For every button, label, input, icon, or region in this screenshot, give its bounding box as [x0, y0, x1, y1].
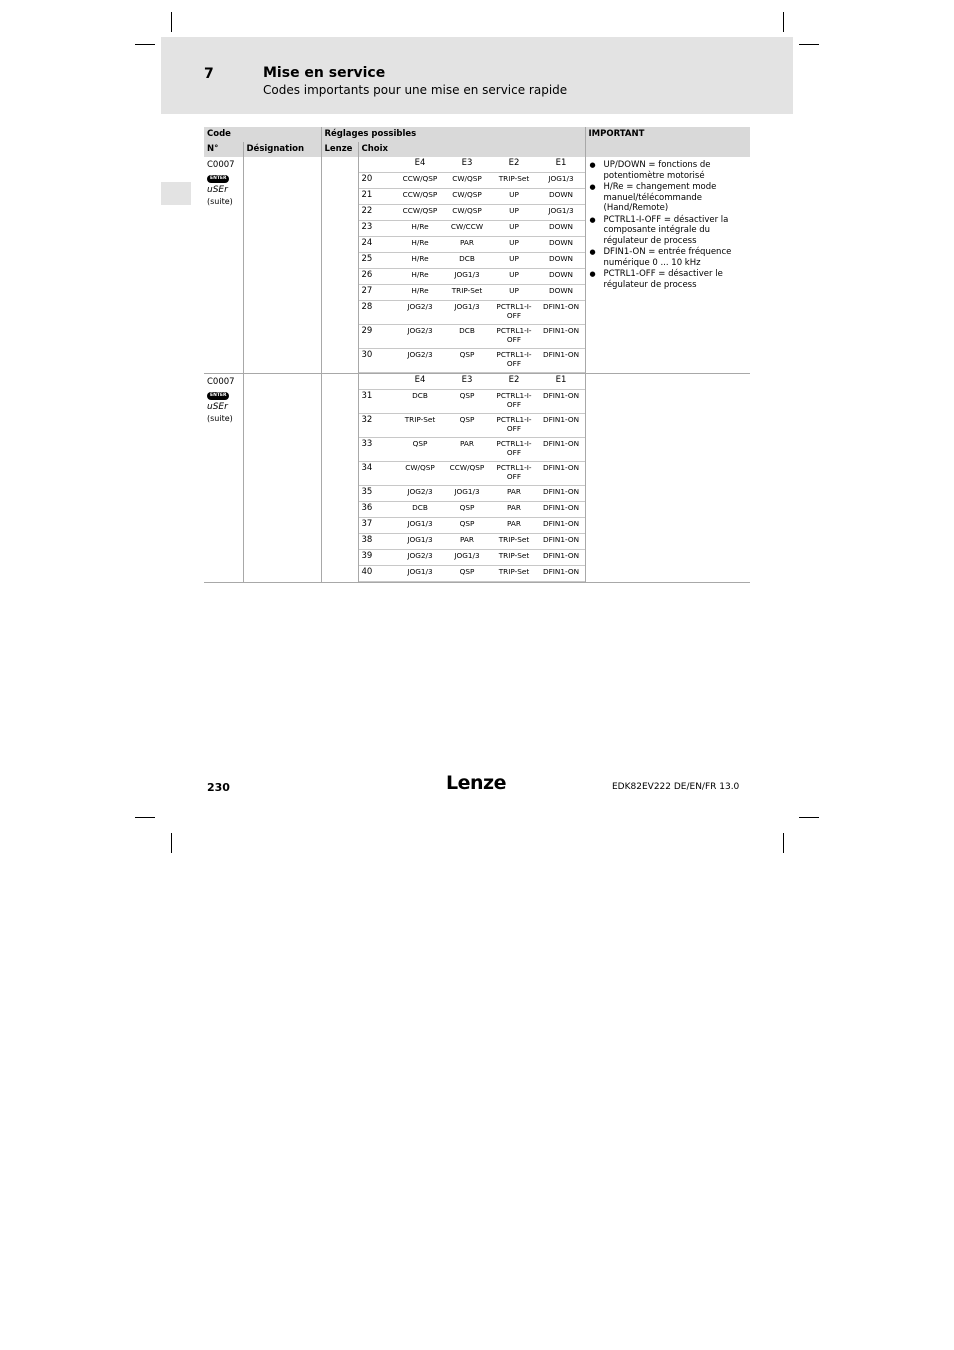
column-e1: E1: [538, 157, 585, 173]
choice-number: 37: [359, 518, 397, 534]
table-row: [359, 566, 585, 582]
choice-number: 32: [359, 414, 397, 438]
header-lenze: Lenze: [321, 142, 358, 157]
enter-key-icon: ENTER: [207, 392, 229, 400]
choice-value: PCTRL1-I-OFF: [491, 414, 538, 438]
column-e3: E3: [444, 157, 491, 173]
table-row: [359, 518, 585, 534]
user-menu-label: uSEr: [207, 185, 228, 195]
choice-value: CW/QSP: [444, 205, 491, 221]
table-row: [359, 221, 585, 237]
choice-value: UP: [491, 237, 538, 253]
choice-value: PCTRL1-I-OFF: [491, 462, 538, 486]
choice-value: DOWN: [538, 237, 585, 253]
choice-value: TRIP-Set: [444, 285, 491, 301]
table-row: [359, 486, 585, 502]
choice-value: DFIN1-ON: [538, 438, 585, 462]
choice-value: JOG2/3: [397, 550, 444, 566]
choice-value: UP: [491, 205, 538, 221]
choice-value: DFIN1-ON: [538, 502, 585, 518]
table-row: [359, 325, 585, 349]
choice-value: DCB: [444, 253, 491, 269]
lenze-logo: Lenze: [446, 772, 506, 794]
crop-mark: [171, 12, 172, 32]
choice-value: UP: [491, 189, 538, 205]
table-row: [359, 534, 585, 550]
choice-value: DOWN: [538, 189, 585, 205]
choice-value: DOWN: [538, 285, 585, 301]
choice-value: DOWN: [538, 269, 585, 285]
important-note: ● DFIN1-ON = entrée fréquence numérique 0 ... 10 kHz: [604, 247, 747, 268]
choice-value: JOG1/3: [444, 550, 491, 566]
choice-value: TRIP-Set: [491, 566, 538, 582]
document-reference: EDK82EV222 DE/EN/FR 13.0: [612, 782, 740, 792]
choice-value: H/Re: [397, 269, 444, 285]
code-number: C0007: [207, 377, 235, 387]
choice-value: DFIN1-ON: [538, 566, 585, 582]
choice-value: H/Re: [397, 253, 444, 269]
choice-value: DFIN1-ON: [538, 486, 585, 502]
choice-value: QSP: [397, 438, 444, 462]
column-e4: E4: [397, 374, 444, 390]
column-e2: E2: [491, 157, 538, 173]
choice-value: CW/CCW: [444, 221, 491, 237]
choice-value: CW/QSP: [397, 462, 444, 486]
table-row: [359, 502, 585, 518]
choice-number: 21: [359, 189, 397, 205]
header-reglages: Réglages possibles: [321, 127, 585, 142]
choice-value: DFIN1-ON: [538, 550, 585, 566]
choice-value: PAR: [491, 518, 538, 534]
lenze-cell: [321, 157, 358, 374]
header-no: N°: [204, 142, 243, 157]
choice-value: JOG1/3: [397, 566, 444, 582]
chapter-title: Mise en service: [263, 65, 386, 81]
choice-value: TRIP-Set: [491, 173, 538, 189]
choice-number: 22: [359, 205, 397, 221]
choice-value: CW/QSP: [444, 173, 491, 189]
choice-number: 33: [359, 438, 397, 462]
choice-number: 35: [359, 486, 397, 502]
suite-label: (suite): [207, 197, 233, 206]
crop-mark: [799, 44, 819, 45]
choice-value: DCB: [444, 325, 491, 349]
choice-number: 36: [359, 502, 397, 518]
chapter-number: 7: [204, 66, 214, 82]
crop-mark: [135, 44, 155, 45]
designation-cell: [243, 374, 321, 583]
choix-table: [359, 374, 585, 582]
choice-value: PCTRL1-I-OFF: [491, 438, 538, 462]
choice-value: DCB: [397, 502, 444, 518]
column-e3: E3: [444, 374, 491, 390]
choice-value: DFIN1-ON: [538, 325, 585, 349]
choice-number: 27: [359, 285, 397, 301]
table-row: [359, 301, 585, 325]
codes-table: [204, 127, 750, 583]
suite-label: (suite): [207, 414, 233, 423]
choix-column-headers: [359, 157, 585, 173]
choice-value: PAR: [491, 502, 538, 518]
chapter-subtitle: Codes importants pour une mise en service rapide: [263, 83, 568, 97]
header-choix: Choix: [358, 142, 585, 157]
important-note: ● PCTRL1-I-OFF = désactiver la composante intégrale du régulateur de process: [604, 215, 747, 247]
choice-value: UP: [491, 253, 538, 269]
header-code: Code: [204, 127, 321, 142]
choice-value: QSP: [444, 566, 491, 582]
choice-value: CCW/QSP: [397, 205, 444, 221]
choice-value: JOG1/3: [397, 534, 444, 550]
choice-number: 20: [359, 173, 397, 189]
choice-value: PCTRL1-I-OFF: [491, 301, 538, 325]
choice-number: 26: [359, 269, 397, 285]
choice-value: PCTRL1-I-OFF: [491, 390, 538, 414]
choice-number: 23: [359, 221, 397, 237]
choix-cell: [358, 374, 585, 583]
choice-value: TRIP-Set: [491, 534, 538, 550]
choice-number: 29: [359, 325, 397, 349]
important-cell: [585, 157, 750, 374]
choice-value: DCB: [397, 390, 444, 414]
choice-value: JOG1/3: [444, 301, 491, 325]
table-row: [359, 189, 585, 205]
choice-value: DFIN1-ON: [538, 518, 585, 534]
choix-table: [359, 157, 585, 373]
column-e2: E2: [491, 374, 538, 390]
choice-number: 24: [359, 237, 397, 253]
choice-number: 31: [359, 390, 397, 414]
header-band: [161, 37, 793, 114]
choice-value: PAR: [444, 534, 491, 550]
choice-value: TRIP-Set: [491, 550, 538, 566]
code-cell: [204, 157, 243, 374]
choice-value: PCTRL1-I-OFF: [491, 349, 538, 373]
choice-value: QSP: [444, 414, 491, 438]
crop-mark: [783, 12, 784, 32]
crop-mark: [799, 817, 819, 818]
choice-value: QSP: [444, 518, 491, 534]
table-row: [359, 438, 585, 462]
important-note: ● PCTRL1-OFF = désactiver le régulateur de process: [604, 269, 747, 290]
choice-value: DOWN: [538, 221, 585, 237]
choice-value: DFIN1-ON: [538, 301, 585, 325]
choice-value: CCW/QSP: [397, 173, 444, 189]
code-block: [204, 374, 750, 583]
choice-value: PAR: [491, 486, 538, 502]
choice-value: JOG1/3: [538, 173, 585, 189]
table-row: [359, 269, 585, 285]
choice-value: QSP: [444, 502, 491, 518]
choice-value: JOG1/3: [444, 486, 491, 502]
choice-value: JOG2/3: [397, 325, 444, 349]
choice-value: PAR: [444, 237, 491, 253]
page-number: 230: [207, 781, 230, 794]
crop-mark: [783, 833, 784, 853]
choice-value: DFIN1-ON: [538, 534, 585, 550]
choice-value: PAR: [444, 438, 491, 462]
choice-value: JOG2/3: [397, 349, 444, 373]
column-e4: E4: [397, 157, 444, 173]
choice-value: JOG1/3: [538, 205, 585, 221]
choice-number: 38: [359, 534, 397, 550]
user-menu-label: uSEr: [207, 402, 228, 412]
choice-value: CCW/QSP: [397, 189, 444, 205]
crop-mark: [135, 817, 155, 818]
code-number: C0007: [207, 160, 235, 170]
table-row: [359, 550, 585, 566]
choice-number: 40: [359, 566, 397, 582]
header-important: IMPORTANT: [585, 127, 750, 157]
choice-value: CW/QSP: [444, 189, 491, 205]
choice-value: JOG2/3: [397, 301, 444, 325]
enter-key-icon: ENTER: [207, 175, 229, 183]
choice-value: DFIN1-ON: [538, 462, 585, 486]
choice-number: 25: [359, 253, 397, 269]
choice-value: QSP: [444, 390, 491, 414]
table-row: [359, 462, 585, 486]
choice-value: JOG1/3: [397, 518, 444, 534]
code-cell: [204, 374, 243, 583]
important-cell-empty: [585, 374, 750, 583]
choice-number: 39: [359, 550, 397, 566]
important-note: ● UP/DOWN = fonctions de potentiomètre motorisé: [604, 160, 747, 181]
choice-value: H/Re: [397, 221, 444, 237]
choice-value: QSP: [444, 349, 491, 373]
choice-value: DFIN1-ON: [538, 390, 585, 414]
crop-mark: [171, 833, 172, 853]
choice-value: UP: [491, 269, 538, 285]
choice-value: UP: [491, 285, 538, 301]
table-row: [359, 349, 585, 373]
choice-value: H/Re: [397, 285, 444, 301]
column-e1: E1: [538, 374, 585, 390]
choice-value: H/Re: [397, 237, 444, 253]
designation-cell: [243, 157, 321, 374]
choix-cell: [358, 157, 585, 374]
table-row: [359, 173, 585, 189]
table-row: [359, 253, 585, 269]
table-row: [359, 414, 585, 438]
table-row: [359, 237, 585, 253]
header-designation: Désignation: [243, 142, 321, 157]
choice-value: JOG2/3: [397, 486, 444, 502]
table-row: [359, 390, 585, 414]
important-notes: [586, 157, 751, 290]
choice-value: DFIN1-ON: [538, 349, 585, 373]
table-row: [359, 205, 585, 221]
lenze-cell: [321, 374, 358, 583]
choice-value: CCW/QSP: [444, 462, 491, 486]
choice-value: JOG1/3: [444, 269, 491, 285]
choice-number: 34: [359, 462, 397, 486]
choice-value: DFIN1-ON: [538, 414, 585, 438]
choice-value: TRIP-Set: [397, 414, 444, 438]
choice-number: 30: [359, 349, 397, 373]
choice-value: UP: [491, 221, 538, 237]
chapter-tab-marker: [161, 182, 191, 205]
choice-value: PCTRL1-I-OFF: [491, 325, 538, 349]
choice-number: 28: [359, 301, 397, 325]
choice-value: DOWN: [538, 253, 585, 269]
choix-column-headers: [359, 374, 585, 390]
code-block: [204, 157, 750, 374]
table-row: [359, 285, 585, 301]
important-note: ● H/Re = changement mode manuel/télécommande (Hand/Remote): [604, 182, 747, 214]
